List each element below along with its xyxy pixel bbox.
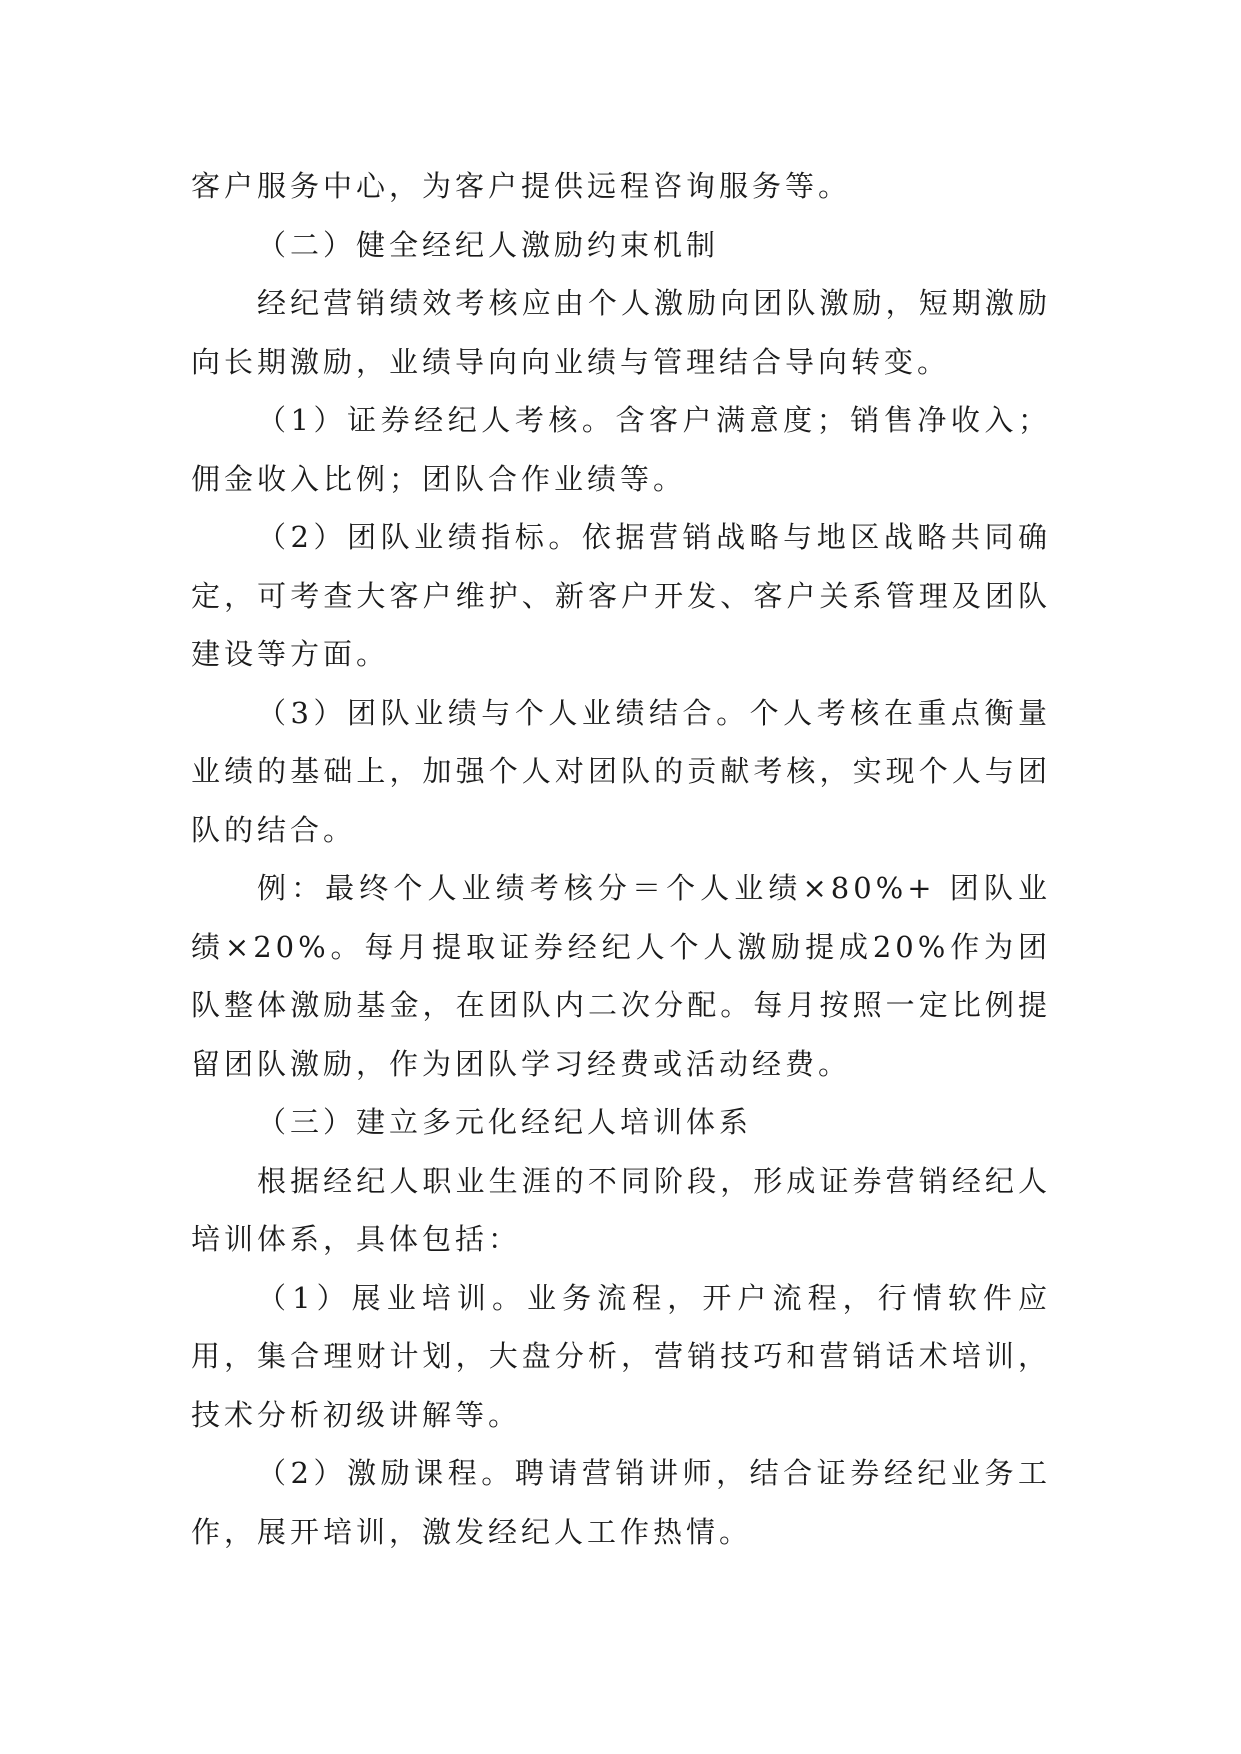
paragraph-performance-assessment: 经纪营销绩效考核应由个人激励向团队激励，短期激励向长期激励，业绩导向向业绩与管理结合导向转变。: [191, 286, 1051, 379]
section-heading-2: （二）健全经纪人激励约束机制: [257, 227, 720, 262]
list-item-broker-assessment: （1）证券经纪人考核。含客户满意度；销售净收入；佣金收入比例；团队合作业绩等。: [191, 403, 1051, 496]
paragraph-continuation: 客户服务中心，为客户提供远程咨询服务等。: [191, 169, 852, 203]
list-item-team-personal-combination: （3）团队业绩与个人业绩结合。个人考核在重点衡量业绩的基础上，加强个人对团队的贡献考核，实现个人与团队的结合。: [191, 695, 1051, 847]
paragraph-training-system: 根据经纪人职业生涯的不同阶段，形成证券营销经纪人培训体系，具体包括：: [191, 1163, 1051, 1256]
section-heading-3: （三）建立多元化经纪人培训体系: [257, 1105, 753, 1139]
list-item-incentive-courses: （2）激励课程。聘请营销讲师，结合证券经纪业务工作，展开培训，激发经纪人工作热情。: [191, 1456, 1051, 1549]
document-body: [191, 157, 1051, 1561]
paragraph-example: 例：最终个人业绩考核分＝个人业绩×80%+ 团队业绩×20%。每月提取证券经纪人个人激励提成20%作为团队整体激励基金，在团队内二次分配。每月按照一定比例提留团队激励，作为团队学习经费或活动经费。: [191, 871, 1051, 1081]
list-item-team-indicators: （2）团队业绩指标。依据营销战略与地区战略共同确定，可考查大客户维护、新客户开发、客户关系管理及团队建设等方面。: [191, 520, 1051, 671]
list-item-business-training: （1）展业培训。业务流程，开户流程，行情软件应用，集合理财计划，大盘分析，营销技巧和营销话术培训，技术分析初级讲解等。: [191, 1280, 1051, 1432]
